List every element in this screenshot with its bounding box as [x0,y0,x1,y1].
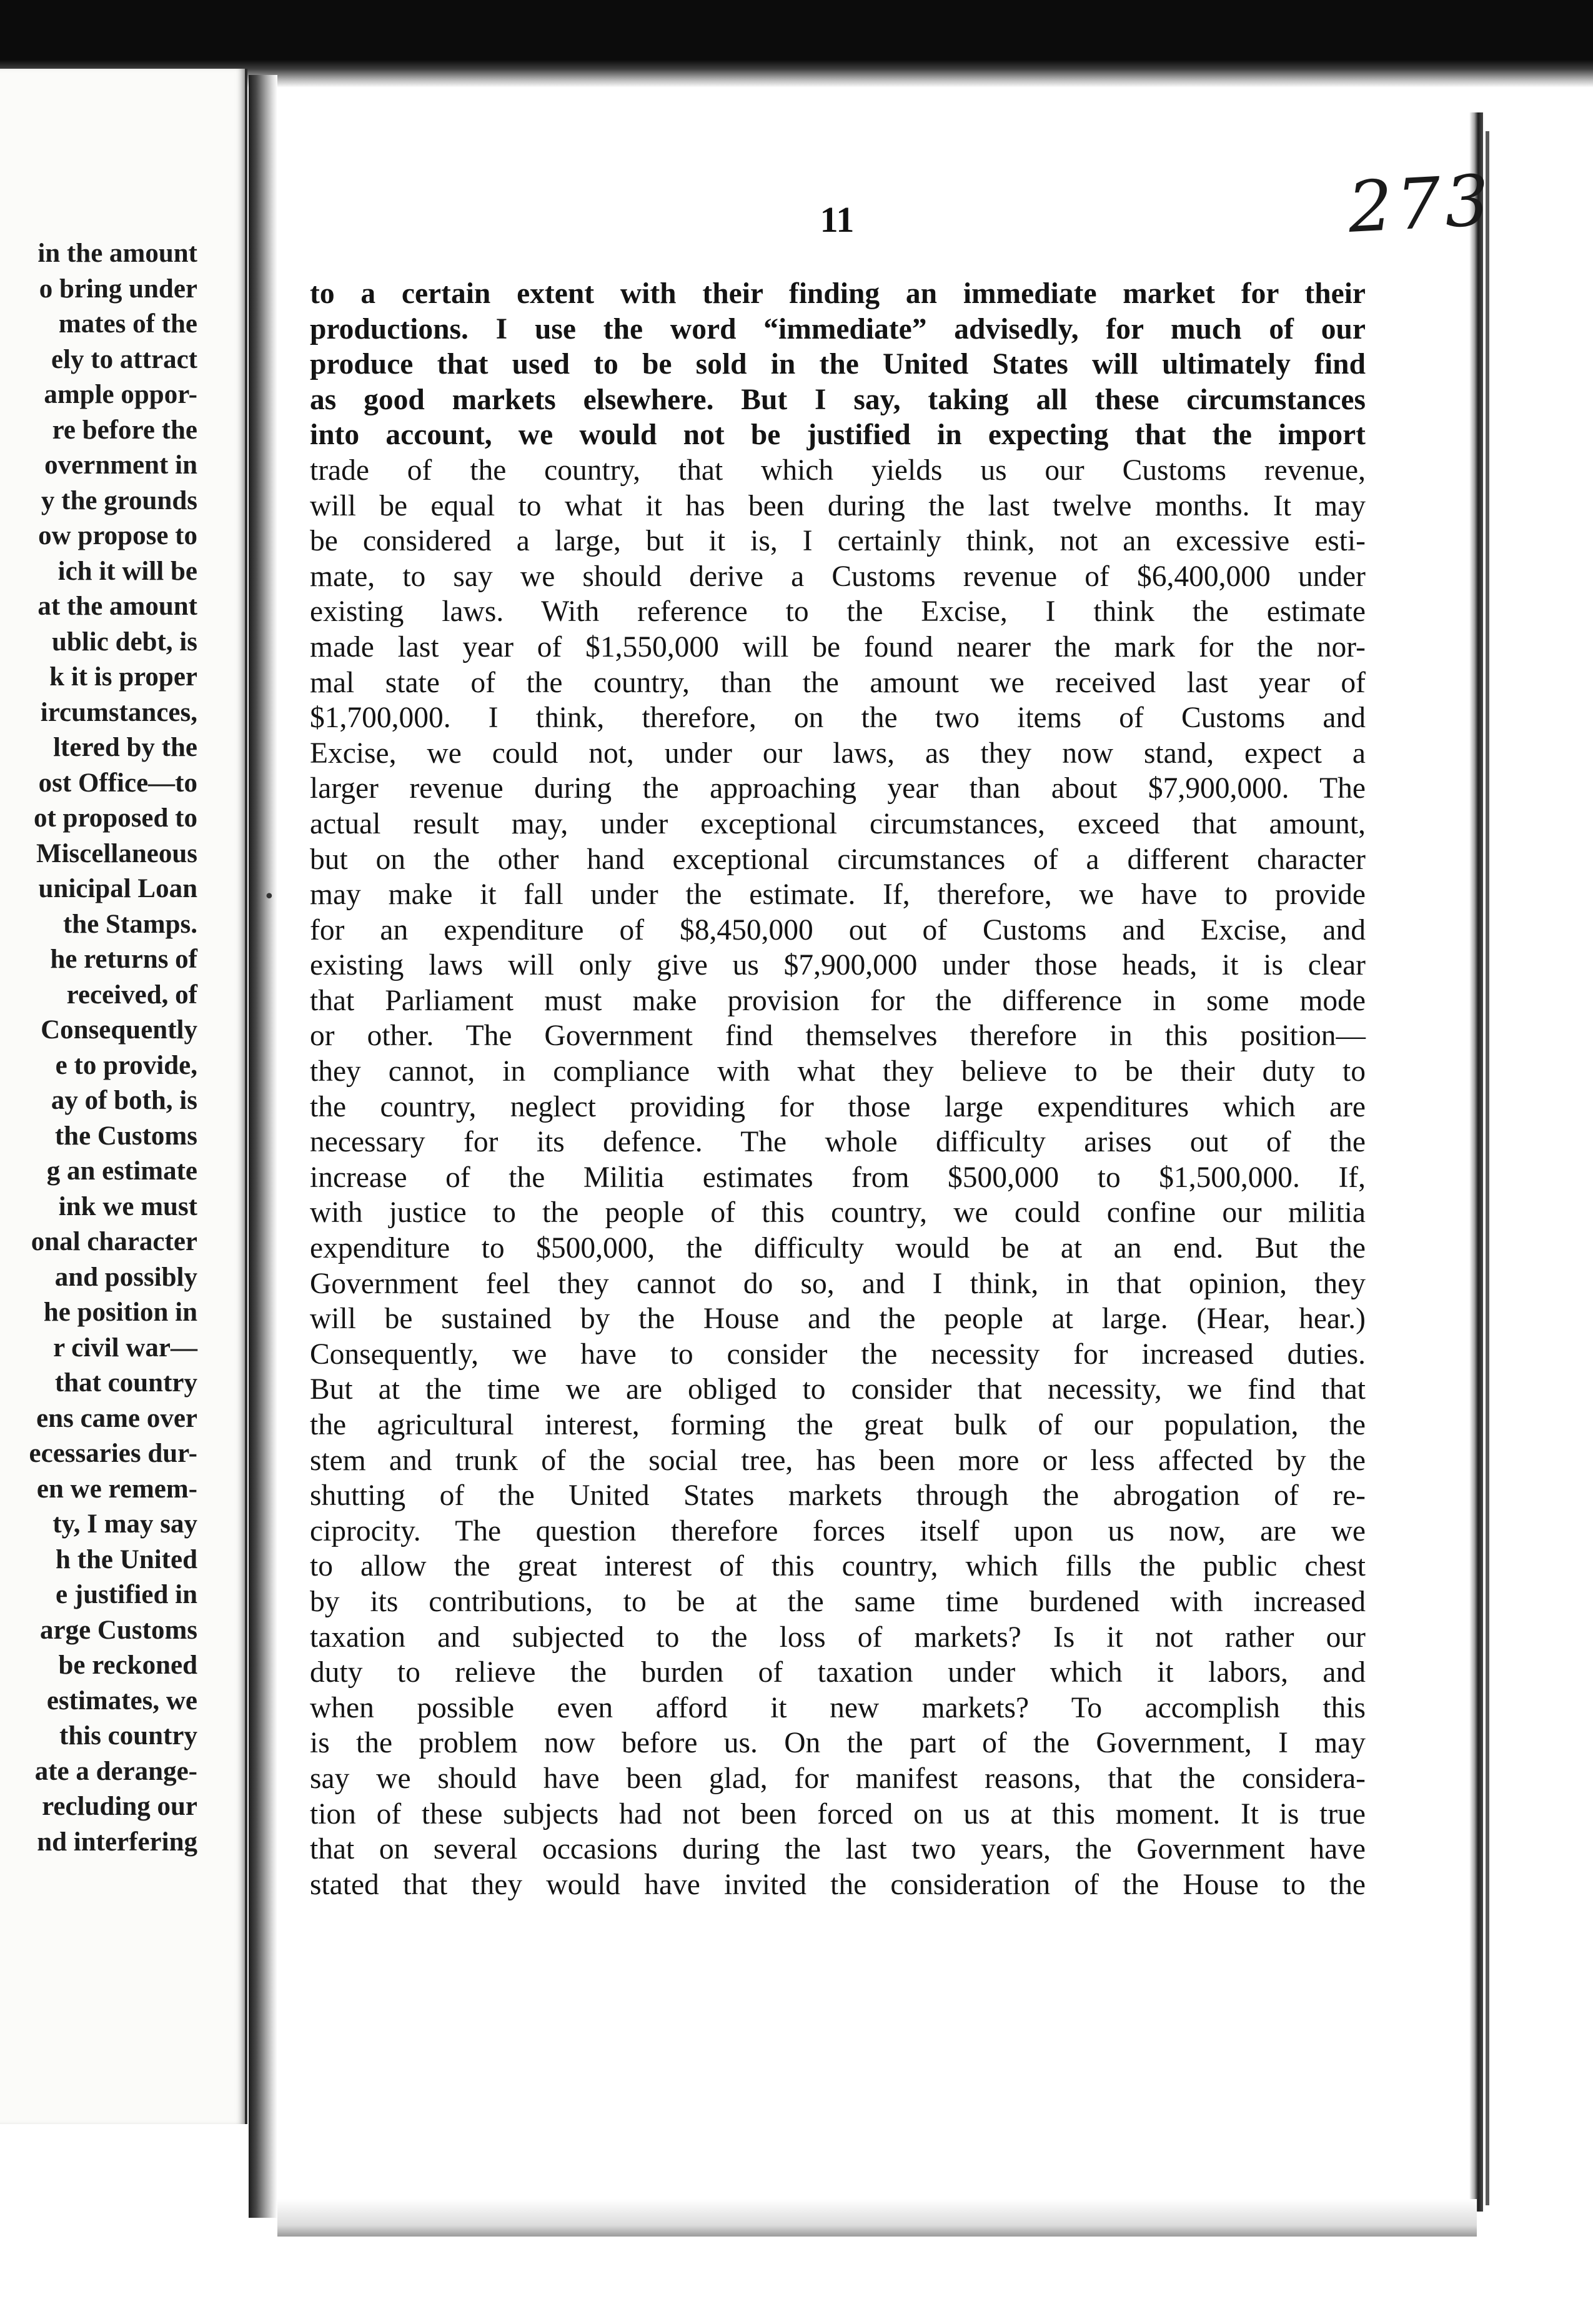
left-page-line: arge Customs [40,1615,197,1645]
left-page-line: en we remem- [36,1474,197,1504]
left-page-line: ate a derange- [34,1756,197,1786]
text-line: duty to relieve the burden of taxation under which it labors, and [310,1656,1366,1689]
left-page-line: ely to attract [51,344,197,374]
text-line: $1,700,000. I think, therefore, on the two items of Customs and [310,702,1366,735]
left-page-line: in the amount [37,239,197,268]
left-page-line: o bring under [39,274,197,304]
left-page-line: received, of [66,980,197,1010]
page-edge-line [1486,131,1489,2205]
page-number: 11 [820,199,855,240]
text-line: to a certain extent with their finding an immediate market for their [310,277,1366,310]
text-line: productions. I use the word “immediate” advisedly, for much of our [310,312,1366,345]
left-page-line: estimates, we [46,1686,197,1716]
text-line: actual result may, under exceptional circumstances, exceed that amount, [310,807,1366,840]
text-line: will be equal to what it has been during the last twelve months. It may [310,489,1366,522]
left-page-line: overnment in [44,450,197,480]
left-page-line: g an estimate [46,1156,197,1186]
text-line: that Parliament must make provision for the difference in some mode [310,984,1366,1017]
text-line: mal state of the country, than the amount we received last year of [310,666,1366,699]
left-page-line: and possibly [54,1262,197,1292]
left-page-line: ot proposed to [33,803,197,833]
text-line: by its contributions, to be at the same time burdened with increased [310,1585,1366,1618]
left-page-line: y the grounds [41,485,197,515]
left-page-line: he returns of [50,945,197,974]
left-page-line: ink we must [58,1191,197,1221]
text-line: tion of these subjects had not been forced on us at this moment. It is true [310,1797,1366,1830]
text-line: into account, we would not be justified in expecting that the import [310,419,1366,452]
left-page-line: this country [59,1721,197,1750]
left-page-line: e justified in [56,1580,197,1609]
text-line: or other. The Government find themselves therefore in this position— [310,1020,1366,1053]
text-line: increase of the Militia estimates from $500,000 to $1,500,000. If, [310,1161,1366,1194]
left-page-line: nd interfering [37,1827,197,1857]
left-page-line: ublic debt, is [52,627,197,657]
handwritten-folio-number: 273 [1346,160,1496,249]
left-page-line: mates of the [58,309,197,339]
text-line: the agricultural interest, forming the great bulk of our population, the [310,1409,1366,1441]
left-page-line: ty, I may say [52,1509,197,1539]
text-line: they cannot, in compliance with what they believe to be their duty to [310,1055,1366,1088]
left-page-line: the Stamps. [62,909,197,939]
text-line: necessary for its defence. The whole difficulty arises out of the [310,1126,1366,1159]
text-line: may make it fall under the estimate. If, therefore, we have to provide [310,878,1366,911]
left-page-line: at the amount [37,592,197,621]
left-page-line: r civil war— [53,1333,197,1363]
left-page-line: ich it will be [57,556,197,586]
text-line: for an expenditure of $8,450,000 out of Customs and Excise, and [310,913,1366,946]
left-page-line: ecessaries dur- [29,1439,197,1468]
text-line: larger revenue during the approaching year than about $7,900,000. The [310,772,1366,805]
text-line: existing laws will only give us $7,900,000 under those heads, it is clear [310,949,1366,982]
book-gutter [249,75,277,2218]
text-line: shutting of the United States markets through the abrogation of re- [310,1479,1366,1512]
text-line: made last year of $1,550,000 will be found nearer the mark for the nor- [310,630,1366,663]
left-page-line: re before the [52,415,197,445]
left-page-line: k it is proper [49,662,197,692]
left-page-line: Miscellaneous [36,838,197,868]
text-line: as good markets elsewhere. But I say, taking all these circumstances [310,383,1366,416]
text-line: the country, neglect providing for those large expenditures which are [310,1090,1366,1123]
text-line: stem and trunk of the social tree, has been more or less affected by the [310,1444,1366,1477]
text-line: taxation and subjected to the loss of markets? Is it not rather our [310,1621,1366,1654]
left-page-line: e to provide, [55,1050,197,1080]
text-line: expenditure to $500,000, the difficulty would be at an end. But the [310,1232,1366,1265]
left-page-line: be reckoned [58,1651,197,1680]
text-line: but on the other hand exceptional circumstances of a different character [310,843,1366,876]
left-page-line: ens came over [36,1403,197,1433]
text-line: Excise, we could not, under our laws, as they now stand, expect a [310,737,1366,770]
text-line: ciprocity. The question therefore forces itself upon us now, are we [310,1514,1366,1547]
text-line: when possible even afford it new markets? To accomplish this [310,1691,1366,1724]
left-page-line: unicipal Loan [38,874,197,903]
text-line: existing laws. With reference to the Excise, I think the estimate [310,595,1366,628]
text-line: produce that used to be sold in the United States will ultimately find [310,348,1366,381]
text-line: say we should have been glad, for manifest reasons, that the considera- [310,1762,1366,1795]
text-line: is the problem now before us. On the part of the Government, I may [310,1727,1366,1760]
text-line: Government feel they cannot do so, and I think, in that opinion, they [310,1267,1366,1300]
left-page-line: h the United [56,1544,197,1574]
left-page-line: ltered by the [53,733,197,762]
left-page-line: ost Office—to [38,768,197,798]
text-line: mate, to say we should derive a Customs revenue of $6,400,000 under [310,560,1366,593]
text-line: with justice to the people of this country, we could confine our militia [310,1196,1366,1229]
left-page-line: ow propose to [38,521,197,550]
left-page-line: onal character [31,1227,197,1256]
left-page-line: ample oppor- [44,380,197,409]
text-line: trade of the country, that which yields us our Customs revenue, [310,454,1366,487]
page-bottom-shadow [277,2199,1477,2237]
left-page-line: he position in [43,1298,197,1327]
text-line: that on several occasions during the last two years, the Government have [310,1833,1366,1866]
margin-mark: • [264,886,275,908]
text-line: to allow the great interest of this country, which fills the public chest [310,1550,1366,1583]
left-page-line: ircumstances, [40,697,197,727]
text-line: be considered a large, but it is, I certainly think, not an excessive esti- [310,525,1366,558]
left-page-line: recluding our [42,1792,197,1821]
text-line: Consequently, we have to consider the necessity for increased duties. [310,1338,1366,1371]
left-page-line: the Customs [54,1121,197,1151]
left-facing-page [0,69,247,2124]
left-page-line: that country [54,1368,197,1398]
left-page-line: ay of both, is [51,1086,197,1115]
left-page-line: Consequently [41,1015,197,1045]
text-line: will be sustained by the House and the people at large. (Hear, hear.) [310,1303,1366,1336]
text-line: stated that they would have invited the consideration of the House to the [310,1868,1366,1901]
body-text [310,276,1366,1902]
left-page-text-fragments [29,236,197,1860]
text-line: But at the time we are obliged to consider that necessity, we find that [310,1373,1366,1406]
page-edge-shadow [1469,112,1483,2212]
